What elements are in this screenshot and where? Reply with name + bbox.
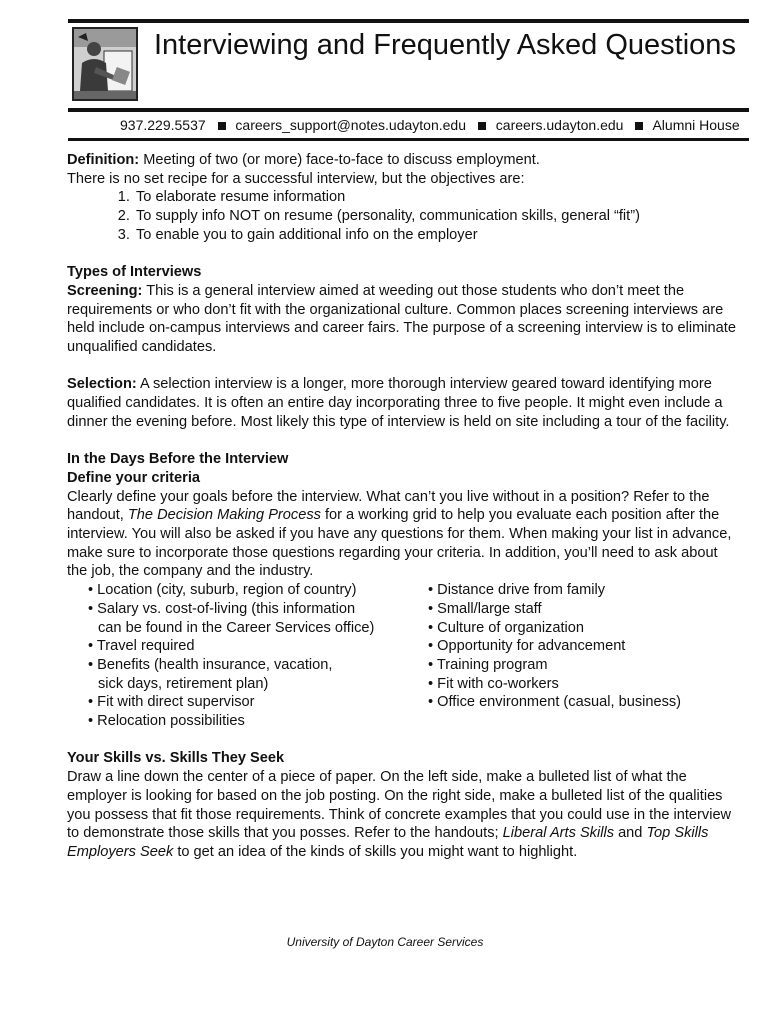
selection-paragraph <box>67 375 737 431</box>
selection-label: Selection: <box>67 376 137 393</box>
contact-phone: 937.229.5537 <box>120 117 206 133</box>
screening-paragraph <box>67 282 737 357</box>
objective-item: 3. To enable you to gain additional info on the employer <box>134 226 737 245</box>
definition-label: Definition: <box>67 152 140 168</box>
skills-text-mid: and <box>614 825 647 842</box>
skills-text-after: to get an idea of the kinds of skills you might want to highlight. <box>173 843 578 860</box>
square-bullet-icon <box>218 122 226 130</box>
definition-paragraph <box>67 151 737 170</box>
objectives-intro: There is no set recipe for a successful interview, but the objectives are: <box>67 170 525 187</box>
handout-top-skills: Top Skills Employers Seek <box>67 825 709 860</box>
header-rule-top <box>68 19 749 23</box>
contact-location: Alumni House <box>652 117 740 133</box>
page-title: Interviewing and Frequently Asked Questions <box>154 29 736 61</box>
page-footer: University of Dayton Career Services <box>286 935 484 949</box>
criteria-item: • Office environment (casual, business) <box>428 694 682 711</box>
criteria-item: • Distance drive from family <box>428 582 606 599</box>
days-before-heading: In the Days Before the Interview <box>67 451 289 468</box>
definition-text: Meeting of two (or more) face-to-face to discuss employment. <box>139 152 540 168</box>
criteria-subheading: Define your criteria <box>67 469 201 486</box>
screening-label: Screening: <box>67 282 143 299</box>
criteria-list <box>67 581 737 731</box>
objective-item: 2. To supply info NOT on resume (personality, communication skills, general “fit”) <box>134 207 737 226</box>
objectives-list <box>67 188 737 244</box>
criteria-paragraph <box>67 488 737 582</box>
criteria-item-continued: sick days, retirement plan) <box>98 675 269 692</box>
skills-paragraph <box>67 768 737 862</box>
header-rule-low <box>68 138 749 141</box>
skills-text-before: Draw a line down the center of a piece of paper. On the left side, make a bulleted list of what the employer is looking for based on the job posting. On the right side, make a bulleted list of the qualities you possess that fit those requirements. Think of concrete examples that you could use in the interview to demonstrate those skills that you posses. Refer to the handouts; <box>67 769 732 842</box>
header-rule-mid <box>68 108 749 112</box>
criteria-item: • Fit with direct supervisor <box>88 694 255 711</box>
criteria-item: • Small/large staff <box>428 600 542 617</box>
criteria-item: • Culture of organization <box>428 619 584 636</box>
document-body <box>67 151 737 862</box>
criteria-item: • Salary vs. cost-of-living (this information <box>88 600 356 617</box>
criteria-text-before: Clearly define your goals before the interview. What can’t you live without in a position? Refer to the handout, <box>67 488 710 524</box>
contact-bar <box>120 117 740 133</box>
criteria-item: • Benefits (health insurance, vacation, <box>88 656 333 673</box>
criteria-column-right <box>428 581 681 731</box>
criteria-column-left <box>67 581 428 731</box>
square-bullet-icon <box>635 122 643 130</box>
handout-liberal-arts-skills: Liberal Arts Skills <box>502 825 615 842</box>
selection-text: A selection interview is a longer, more thorough interview geared toward identifying more qualified candidates. It is often an entire day incorporating three to five people. It might even include a dinner the evening before. Most likely this type of interview is held on site including a tour of the facility. <box>67 376 730 430</box>
criteria-item: • Relocation possibilities <box>88 713 245 730</box>
criteria-item: • Fit with co-workers <box>428 675 559 692</box>
skills-heading: Your Skills vs. Skills They Seek <box>67 750 285 767</box>
criteria-item-continued: can be found in the Career Services office) <box>98 619 375 636</box>
objective-item: 1. To elaborate resume information <box>134 188 737 207</box>
square-bullet-icon <box>478 122 486 130</box>
criteria-item: • Location (city, suburb, region of country) <box>88 582 357 599</box>
interview-illustration-icon <box>72 27 138 101</box>
handout-decision-making: The Decision Making Process <box>127 507 321 524</box>
contact-website: careers.udayton.edu <box>495 117 624 133</box>
criteria-item: • Travel required <box>88 638 195 655</box>
contact-email: careers_support@notes.udayton.edu <box>235 117 467 133</box>
criteria-item: • Opportunity for advancement <box>428 638 626 655</box>
screening-text: This is a general interview aimed at weeding out those students who don’t meet the requirements or who don’t fit with the organizational culture. Common places screening interviews are held include on-campus interviews and career fairs. The purpose of a screening interview is to eliminate unqualified candidates. <box>67 282 736 356</box>
types-heading: Types of Interviews <box>67 264 202 281</box>
criteria-text-after: for a working grid to help you evaluate each position after the interview. You will also be asked if you have any questions for them. When making your list in advance, make sure to incorporate those questions regarding your criteria. In addition, you’ll need to ask about the job, the company and the industry. <box>67 507 732 580</box>
criteria-item: • Training program <box>428 656 548 673</box>
